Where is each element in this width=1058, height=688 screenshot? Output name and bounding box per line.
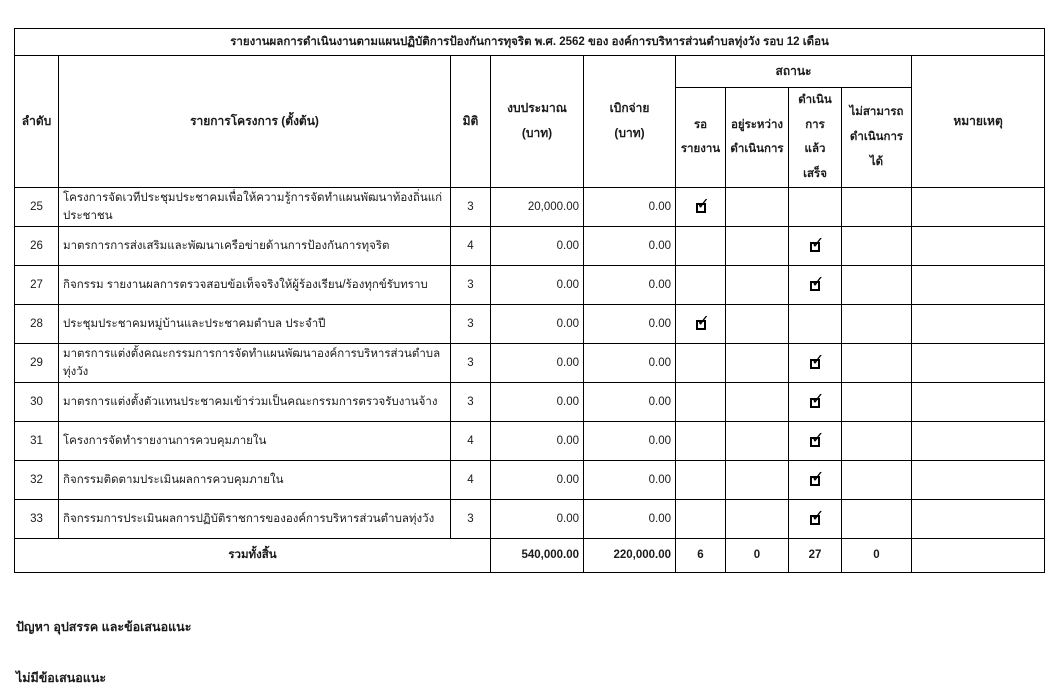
status-done-cell — [789, 382, 842, 421]
col-header-status-group: สถานะ — [676, 56, 912, 88]
dimension-cell: 3 — [451, 265, 491, 304]
total-cannot-cell: 0 — [842, 538, 912, 572]
col-header-disbursed-line2: (บาท) — [614, 126, 645, 141]
table-row — [15, 187, 1045, 226]
status-cannot-cell — [842, 304, 912, 343]
disbursed-cell: 0.00 — [584, 499, 676, 538]
status-done-cell — [789, 304, 842, 343]
status-inprogress-cell — [726, 460, 789, 499]
check-mark: ✓ — [811, 466, 825, 486]
status-waiting-cell — [676, 343, 726, 382]
problems-heading: ปัญหา อุปสรรค และข้อเสนอแนะ — [16, 619, 192, 634]
total-row — [15, 538, 1045, 572]
order-cell: 25 — [15, 187, 59, 226]
budget-cell: 0.00 — [491, 343, 584, 382]
col-header-dimension: มิติ — [451, 56, 491, 188]
checked-checkbox-icon — [810, 505, 825, 525]
order-cell: 33 — [15, 499, 59, 538]
total-disbursed-cell: 220,000.00 — [584, 538, 676, 572]
status-inprogress-cell — [726, 187, 789, 226]
checked-checkbox-icon — [810, 388, 825, 408]
col-header-status-done — [789, 88, 842, 188]
status-inprogress-cell — [726, 265, 789, 304]
checked-checkbox-icon — [696, 310, 710, 330]
total-done-cell: 27 — [789, 538, 842, 572]
disbursed-cell: 0.00 — [584, 382, 676, 421]
status-waiting-cell — [676, 460, 726, 499]
col-header-disbursed — [584, 56, 676, 188]
budget-cell: 0.00 — [491, 304, 584, 343]
order-cell: 26 — [15, 226, 59, 265]
status-done-cell — [789, 265, 842, 304]
col-header-status-done-line2: แล้วเสร็จ — [803, 143, 827, 181]
check-mark: ✓ — [811, 388, 825, 408]
project-cell: ประชุมประชาคมหมู่บ้านและประชาคมตำบล ประจำปี — [59, 304, 451, 343]
disbursed-cell: 0.00 — [584, 421, 676, 460]
status-cannot-cell — [842, 343, 912, 382]
checked-checkbox-icon — [810, 466, 825, 486]
check-mark: ✓ — [811, 232, 825, 252]
total-budget-cell: 540,000.00 — [491, 538, 584, 572]
checked-checkbox-icon — [810, 427, 825, 447]
status-done-cell — [789, 187, 842, 226]
remarks-cell — [912, 187, 1045, 226]
status-inprogress-cell — [726, 421, 789, 460]
col-header-disbursed-line1: เบิกจ่าย — [609, 101, 650, 116]
checked-checkbox-icon — [696, 193, 710, 213]
status-inprogress-cell — [726, 499, 789, 538]
check-mark: ✓ — [811, 349, 825, 369]
col-header-status-cannot-line1: ไม่สามารถ — [849, 106, 904, 119]
remarks-cell — [912, 304, 1045, 343]
checked-checkbox-icon — [810, 271, 825, 291]
header-row-top — [15, 56, 1045, 88]
dimension-cell: 3 — [451, 382, 491, 421]
status-done-cell — [789, 226, 842, 265]
status-cannot-cell — [842, 421, 912, 460]
table-row — [15, 343, 1045, 382]
project-cell: กิจกรรม รายงานผลการตรวจสอบข้อเท็จจริงให้ผู้ร้องเรียน/ร้องทุกข์รับทราบ — [59, 265, 451, 304]
project-cell: มาตรการการส่งเสริมและพัฒนาเครือข่ายด้านการป้องกันการทุจริต — [59, 226, 451, 265]
table-row — [15, 226, 1045, 265]
total-inprogress-cell: 0 — [726, 538, 789, 572]
check-mark: ✓ — [811, 271, 825, 291]
order-cell: 29 — [15, 343, 59, 382]
status-cannot-cell — [842, 382, 912, 421]
check-mark: ✓ — [696, 310, 710, 330]
title-row — [15, 29, 1045, 56]
col-header-status-done-line1: ดำเนินการ — [798, 94, 832, 131]
status-done-cell — [789, 460, 842, 499]
status-waiting-cell — [676, 265, 726, 304]
col-header-project: รายการโครงการ (ตั้งต้น) — [59, 56, 451, 188]
status-cannot-cell — [842, 226, 912, 265]
budget-cell: 0.00 — [491, 382, 584, 421]
col-header-status-inprogress-line1: อยู่ระหว่าง — [730, 118, 784, 131]
checked-checkbox-icon — [810, 349, 825, 369]
order-cell: 28 — [15, 304, 59, 343]
project-cell: กิจกรรมการประเมินผลการปฏิบัติราชการขององค์การบริหารส่วนตำบลทุ่งวัง — [59, 499, 451, 538]
dimension-cell: 4 — [451, 226, 491, 265]
table-row — [15, 421, 1045, 460]
total-remarks-cell — [912, 538, 1045, 572]
status-waiting-cell — [676, 304, 726, 343]
remarks-cell — [912, 421, 1045, 460]
disbursed-cell: 0.00 — [584, 304, 676, 343]
order-cell: 31 — [15, 421, 59, 460]
report-table — [14, 28, 1045, 573]
project-cell: มาตรการแต่งตั้งตัวแทนประชาคมเข้าร่วมเป็นคณะกรรมการตรวจรับงานจ้าง — [59, 382, 451, 421]
project-cell: โครงการจัดเวทีประชุมประชาคมเพื่อให้ความรู้การจัดทำแผนพัฒนาท้องถิ่นแก่ประชาชน — [59, 187, 451, 226]
col-header-remarks: หมายเหตุ — [912, 56, 1045, 188]
status-inprogress-cell — [726, 226, 789, 265]
remarks-cell — [912, 265, 1045, 304]
dimension-cell: 3 — [451, 343, 491, 382]
col-header-status-cannot-line2: ดำเนินการได้ — [849, 131, 904, 168]
budget-cell: 0.00 — [491, 460, 584, 499]
project-cell: โครงการจัดทำรายงานการควบคุมภายใน — [59, 421, 451, 460]
table-row — [15, 265, 1045, 304]
remarks-cell — [912, 226, 1045, 265]
status-cannot-cell — [842, 460, 912, 499]
remarks-cell — [912, 460, 1045, 499]
col-header-budget-line1: งบประมาณ — [507, 101, 567, 116]
col-header-status-inprogress — [726, 88, 789, 188]
status-done-cell — [789, 421, 842, 460]
budget-cell: 0.00 — [491, 226, 584, 265]
budget-cell: 0.00 — [491, 421, 584, 460]
disbursed-cell: 0.00 — [584, 460, 676, 499]
project-cell: มาตรการแต่งตั้งคณะกรรมการการจัดทำแผนพัฒนาองค์การบริหารส่วนตำบลทุ่งวัง — [59, 343, 451, 382]
status-waiting-cell — [676, 187, 726, 226]
disbursed-cell: 0.00 — [584, 226, 676, 265]
table-row — [15, 499, 1045, 538]
table-row — [15, 460, 1045, 499]
col-header-budget-line2: (บาท) — [521, 126, 553, 141]
dimension-cell: 4 — [451, 421, 491, 460]
budget-cell: 20,000.00 — [491, 187, 584, 226]
status-inprogress-cell — [726, 304, 789, 343]
order-cell: 30 — [15, 382, 59, 421]
status-cannot-cell — [842, 265, 912, 304]
order-cell: 32 — [15, 460, 59, 499]
disbursed-cell: 0.00 — [584, 187, 676, 226]
status-done-cell — [789, 343, 842, 382]
disbursed-cell: 0.00 — [584, 343, 676, 382]
status-inprogress-cell — [726, 343, 789, 382]
dimension-cell: 3 — [451, 499, 491, 538]
order-cell: 27 — [15, 265, 59, 304]
table-row — [15, 382, 1045, 421]
status-waiting-cell — [676, 226, 726, 265]
no-suggestion-text: ไม่มีข้อเสนอแนะ — [16, 670, 107, 685]
total-label-cell: รวมทั้งสิ้น — [15, 538, 491, 572]
col-header-status-waiting: รอรายงาน — [676, 88, 726, 188]
col-header-budget — [491, 56, 584, 188]
dimension-cell: 3 — [451, 304, 491, 343]
remarks-cell — [912, 499, 1045, 538]
status-cannot-cell — [842, 187, 912, 226]
status-cannot-cell — [842, 499, 912, 538]
dimension-cell: 4 — [451, 460, 491, 499]
check-mark: ✓ — [811, 427, 825, 447]
budget-cell: 0.00 — [491, 499, 584, 538]
disbursed-cell: 0.00 — [584, 265, 676, 304]
check-mark: ✓ — [811, 505, 825, 525]
status-done-cell — [789, 499, 842, 538]
check-mark: ✓ — [696, 193, 710, 213]
budget-cell: 0.00 — [491, 265, 584, 304]
project-cell: กิจกรรมติดตามประเมินผลการควบคุมภายใน — [59, 460, 451, 499]
col-header-status-inprogress-line2: ดำเนินการ — [730, 143, 784, 156]
remarks-cell — [912, 382, 1045, 421]
dimension-cell: 3 — [451, 187, 491, 226]
status-waiting-cell — [676, 421, 726, 460]
remarks-cell — [912, 343, 1045, 382]
status-inprogress-cell — [726, 382, 789, 421]
col-header-status-cannot — [842, 88, 912, 188]
checked-checkbox-icon — [810, 232, 825, 252]
table-row — [15, 304, 1045, 343]
status-waiting-cell — [676, 499, 726, 538]
report-title: รายงานผลการดำเนินงานตามแผนปฏิบัติการป้องกันการทุจริต พ.ศ. 2562 ของ องค์การบริหารส่วนตำบลทุ่งวัง รอบ 12 เดือน — [15, 29, 1045, 56]
col-header-order: ลำดับ — [15, 56, 59, 188]
total-waiting-cell: 6 — [676, 538, 726, 572]
status-waiting-cell — [676, 382, 726, 421]
